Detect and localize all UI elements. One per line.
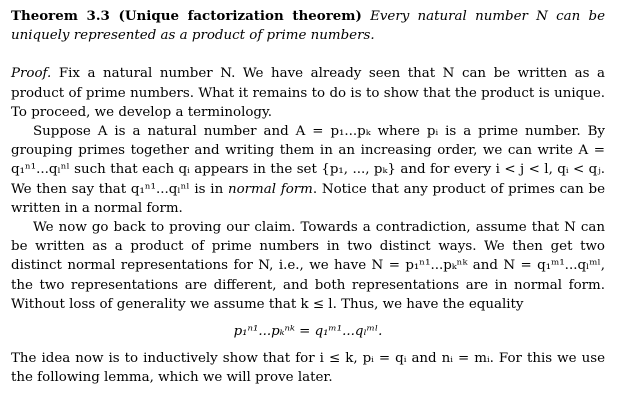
proof-paragraph-1 (11, 64, 605, 122)
proof-text-3: We now go back to proving our claim. Towards a contradiction, assume that N can be written as a product of prime numbers in two distinct ways. We then get two distinct normal representations for N, i.e., we have N = p₁ⁿ¹...pₖⁿᵏ and N = q₁ᵐ¹...qₗᵐˡ, the two representations are different, and both representations are in normal form. Without loss of generality we assume that k ≤ l. Thus, we have the equality (11, 220, 605, 312)
theorem-block (11, 7, 605, 45)
proof-text-2b: . Notice that any product of primes can be written in a normal form. (11, 181, 606, 216)
display-equation (11, 322, 605, 341)
normal-form-term: normal form (227, 181, 313, 197)
theorem-heading: Theorem 3.3 (Unique factorization theorem) (11, 8, 362, 24)
proof-text-1: Fix a natural number N. We have already seen that N can be written as a product of prime numbers. What it remains to do is to show that the product is unique. To proceed, we develop a terminology. (11, 66, 605, 120)
proof-text-4: The idea now is to inductively show that for i ≤ k, pᵢ = qᵢ and nᵢ = mᵢ. For this we use the following lemma, which we will prove later. (11, 351, 605, 386)
equation-text: p₁ⁿ¹...pₖⁿᵏ = q₁ᵐ¹...qₗᵐˡ. (233, 324, 383, 340)
proof-text-2a: Suppose A is a natural number and A = p₁...pₖ where pᵢ is a prime number. By grouping primes together and writing them in an increasing order, we can write A = q₁ⁿ¹...qₗⁿˡ such that each qᵢ appears in the set {p₁, ..., pₖ} and for every i < j < l, qᵢ < qⱼ. We then say that q₁ⁿ¹...qₗⁿˡ is in (11, 124, 605, 197)
proof-label: Proof. (11, 66, 52, 82)
theorem-statement: Every natural number N can be uniquely represented as a product of prime numbers. (11, 9, 605, 44)
proof-paragraph-3 (11, 218, 605, 314)
proof-paragraph-2 (11, 122, 605, 218)
proof-paragraph-4 (11, 349, 605, 387)
